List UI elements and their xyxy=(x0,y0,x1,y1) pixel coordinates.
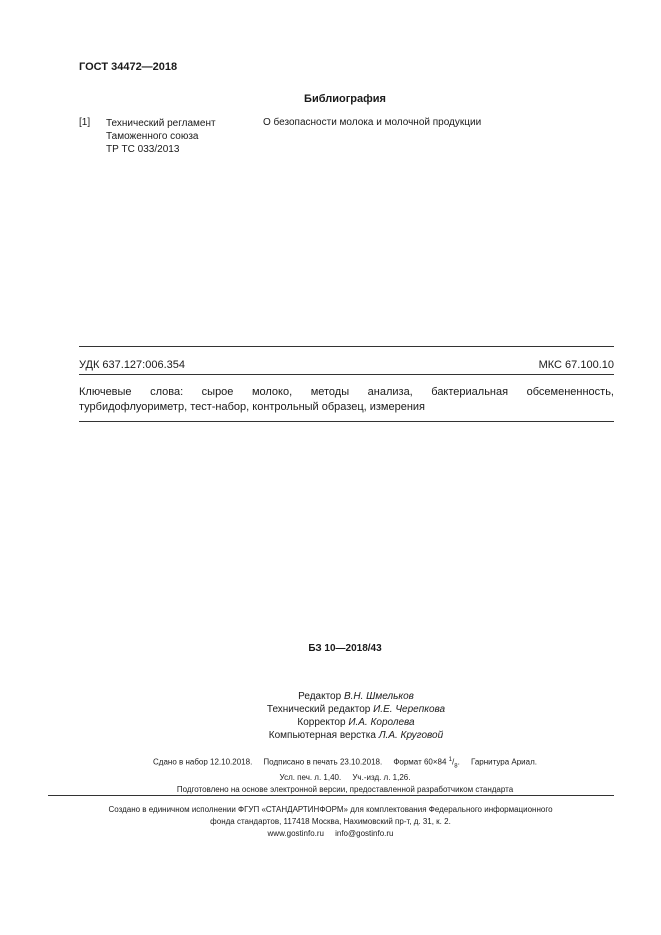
document-header: ГОСТ 34472—2018 xyxy=(79,61,178,73)
bz-number: БЗ 10—2018/43 xyxy=(308,643,382,654)
website-link[interactable]: www.gostinfo.ru xyxy=(267,829,324,838)
udk-code: УДК 637.127:006.354 xyxy=(79,359,185,371)
reference-line: Таможенного союза xyxy=(106,131,199,142)
created-line-1: Создано в единичном исполнении ФГУП «СТАНДАРТИНФОРМ» для комплектования Федерального информационного xyxy=(108,805,553,814)
reference-line: ТР ТС 033/2013 xyxy=(106,144,180,155)
divider-middle xyxy=(79,374,614,375)
print-info-prepared: Подготовлено на основе электронной версии, предоставленной разработчиком стандарта xyxy=(176,785,514,795)
divider-bottom xyxy=(79,421,614,422)
keywords: Ключевые слова: сырое молоко, методы анализа, бактериальная обсемененность, турбидофлуориметр, тест-набор, контрольный образец, измерения xyxy=(79,386,614,413)
created-line-2: фонда стандартов, 117418 Москва, Нахимовский пр-т, д. 31, к. 2. xyxy=(210,817,451,826)
email-link[interactable]: info@gostinfo.ru xyxy=(335,829,394,838)
reference-line: Технический регламент xyxy=(106,118,216,129)
divider-footer xyxy=(48,795,614,796)
divider-top xyxy=(79,346,614,347)
credit-editor: Редактор В.Н. Шмельков xyxy=(298,691,414,702)
credit-layout: Компьютерная верстка Л.А. Круговой xyxy=(268,730,444,741)
credit-corrector: Корректор И.А. Королева xyxy=(297,717,415,728)
bibliography-title: Библиография xyxy=(304,93,386,105)
print-info-line-2: Усл. печ. л. 1,40. Уч.-изд. л. 1,26. xyxy=(279,773,411,783)
created-info xyxy=(0,804,661,840)
credits-block xyxy=(0,690,661,742)
bibliography-entry-reference xyxy=(106,117,216,156)
print-info xyxy=(0,754,661,796)
print-info-line-1: Сдано в набор 12.10.2018. Подписано в печать 23.10.2018. Формат 60×84 $^1/_8$. Гарнитура Ариал. xyxy=(153,757,537,770)
bibliography-entry-description: О безопасности молока и молочной продукции xyxy=(263,117,482,128)
mks-code: МКС 67.100.10 xyxy=(538,359,614,371)
credit-tech-editor: Технический редактор И.Е. Черепкова xyxy=(266,704,446,715)
created-contacts xyxy=(0,828,661,840)
bibliography-entry-number: [1] xyxy=(79,117,91,128)
